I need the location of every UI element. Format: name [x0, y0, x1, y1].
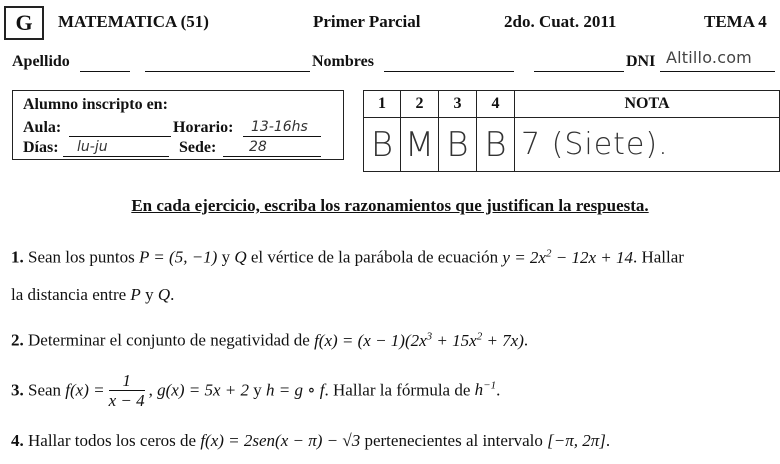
- grade-value-3: B: [439, 118, 477, 172]
- text: pertenecientes al intervalo: [364, 431, 543, 450]
- names-line-1: [384, 71, 514, 72]
- dias-label: Días:: [23, 139, 59, 156]
- grade-header-4: 4: [477, 91, 515, 118]
- dni-label: DNI: [626, 53, 656, 70]
- grades-header-row: [364, 91, 780, 118]
- dias-value: lu-ju: [77, 139, 108, 155]
- exercise-2: [11, 330, 528, 351]
- enrollment-title: Alumno inscripto en:: [23, 96, 168, 113]
- text: y: [253, 380, 262, 400]
- text: .: [496, 380, 501, 400]
- math: [502, 248, 633, 267]
- surname-line-2: [145, 71, 310, 72]
- enrollment-box: [12, 90, 344, 160]
- exercise-1-line-2: [11, 285, 174, 305]
- fraction: [109, 372, 145, 411]
- fraction-denominator: x − 4: [108, 391, 145, 410]
- aula-label: Aula:: [23, 119, 62, 136]
- math: Q: [157, 285, 171, 304]
- sede-line: [223, 156, 321, 157]
- horario-value: 13-16hs: [251, 119, 308, 135]
- exponent: 2: [545, 247, 552, 259]
- grades-value-row: [364, 118, 780, 172]
- exercise-number: 2.: [11, 330, 24, 350]
- surname-label: Apellido: [12, 53, 70, 70]
- watermark-text: Altillo.com: [666, 48, 752, 67]
- math: g(x) = 5x + 2: [157, 380, 249, 400]
- grade-header-2: 2: [401, 91, 439, 118]
- aula-line: [69, 136, 171, 137]
- instruction-text: En cada ejercicio, escriba los razonamientos que justifican la respuesta.: [131, 196, 649, 215]
- text: .: [605, 431, 611, 450]
- grade-value-2: M: [401, 118, 439, 172]
- text: Sean: [28, 380, 62, 400]
- exercise-4: [11, 431, 610, 451]
- math: P = (5, −1): [138, 247, 218, 267]
- text: Sean los puntos: [28, 247, 135, 267]
- math-part: f(x) = (x − 1)(2x: [314, 330, 427, 350]
- math-part: h: [474, 380, 484, 400]
- topic: TEMA 4: [704, 12, 767, 31]
- math-part: y = 2x: [502, 247, 546, 267]
- exercise-number: 4.: [11, 431, 24, 450]
- exponent: 3: [426, 330, 433, 342]
- exercise-1: [11, 247, 684, 268]
- math-part: + 15x: [432, 330, 477, 350]
- math: [314, 331, 524, 350]
- surname-line-1: [80, 71, 130, 72]
- math: [475, 380, 496, 399]
- text: . Hallar la fórmula de: [324, 380, 471, 400]
- text: la distancia entre: [11, 285, 127, 304]
- grade-header-1: 1: [364, 91, 401, 118]
- grade-header-nota: NOTA: [515, 91, 780, 118]
- math: f(x) =: [65, 380, 105, 400]
- grades-table: [363, 90, 780, 172]
- grade-header-3: 3: [439, 91, 477, 118]
- math: P: [130, 285, 141, 304]
- sede-value: 28: [249, 139, 267, 155]
- text: Hallar todos los ceros de: [28, 431, 197, 450]
- horario-line: [243, 136, 321, 137]
- sede-label: Sede:: [179, 139, 217, 156]
- text: el vértice de la parábola de ecuación: [250, 247, 499, 267]
- text: . Hallar: [632, 247, 684, 267]
- exponent: 2: [476, 330, 483, 342]
- term: 2do. Cuat. 2011: [504, 12, 617, 31]
- grade-value-4: B: [477, 118, 515, 172]
- math-part: − 12x + 14: [551, 247, 633, 267]
- exam-name: Primer Parcial: [313, 12, 421, 31]
- names-line-2: [534, 71, 624, 72]
- text: .: [170, 285, 175, 304]
- text: Determinar el conjunto de negatividad de: [28, 330, 310, 350]
- exercise-number: 3.: [11, 380, 24, 400]
- text: y: [221, 247, 231, 267]
- fraction-numerator: 1: [109, 372, 145, 391]
- math-part: + 7x): [482, 330, 524, 350]
- course-title: MATEMATICA (51): [58, 12, 209, 31]
- exercise-3: [11, 372, 500, 411]
- grade-value-1: B: [364, 118, 401, 172]
- dni-line: [660, 71, 775, 72]
- text: y: [145, 285, 154, 304]
- math: Q: [234, 247, 247, 267]
- math: [−π, 2π]: [547, 431, 606, 450]
- math: h = g ∘ f: [266, 380, 325, 400]
- text: ,: [148, 380, 153, 400]
- dias-line: [63, 156, 169, 157]
- version-letter-box: G: [4, 6, 44, 40]
- math: f(x) = 2sen(x − π) − √3: [200, 431, 361, 450]
- exponent: −1: [483, 379, 497, 392]
- grade-value-nota: 7 (Siete).: [515, 118, 780, 172]
- names-label: Nombres: [312, 53, 374, 70]
- text: .: [523, 330, 529, 350]
- horario-label: Horario:: [173, 119, 234, 136]
- exercise-number: 1.: [11, 247, 24, 267]
